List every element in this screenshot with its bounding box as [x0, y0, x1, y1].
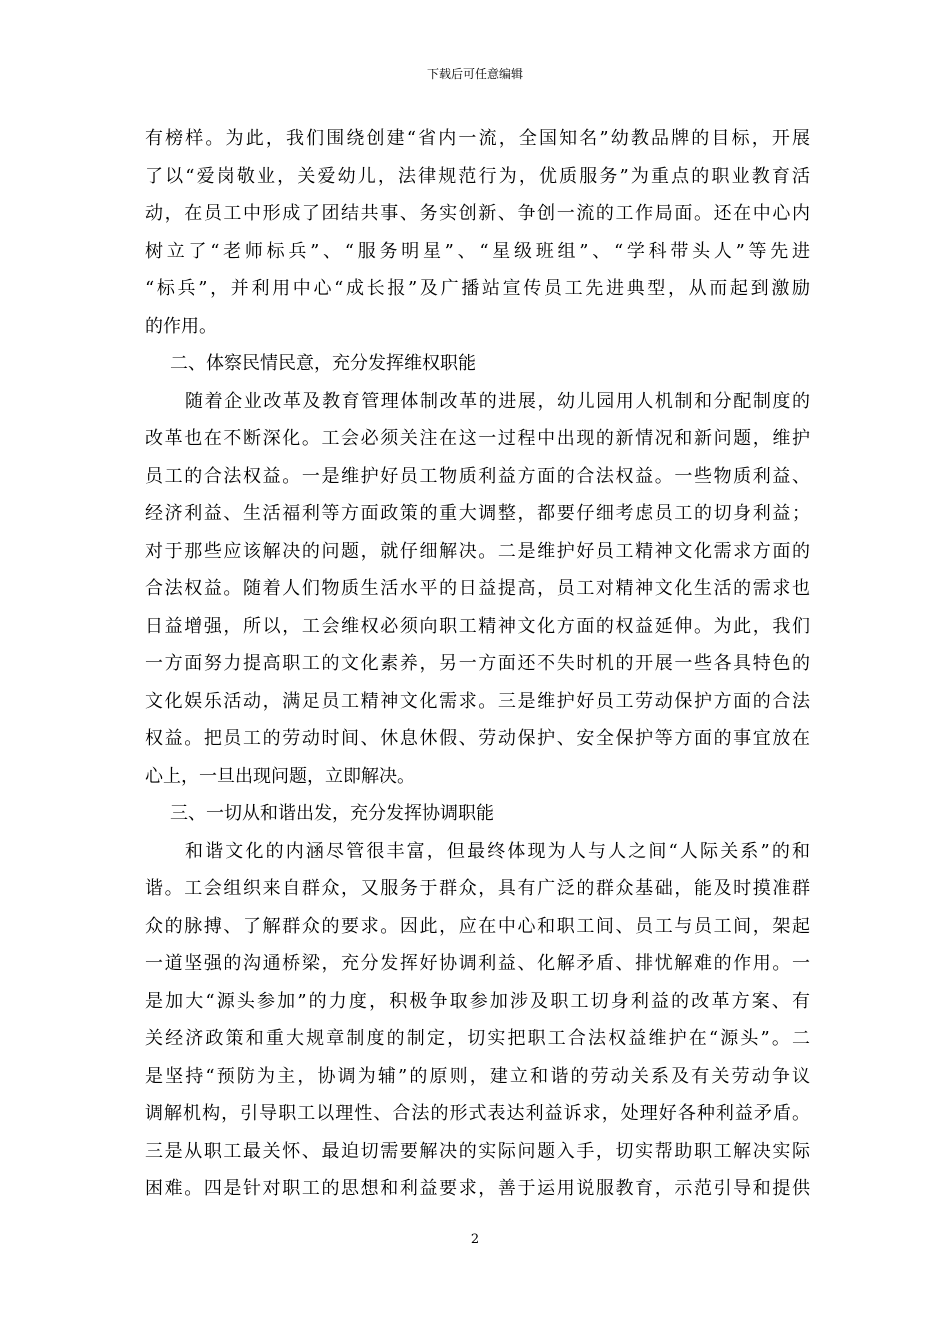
paragraph-line: 谐。工会组织来自群众，又服务于群众，具有广泛的群众基础，能及时摸准群: [145, 878, 810, 899]
paragraph-line: 众的脉搏、了解群众的要求。因此，应在中心和职工间、员工与员工间，架起: [145, 915, 810, 937]
paragraph-line: 了以“爱岗敬业，关爱幼儿，法律规范行为，优质服务”为重点的职业教育活: [145, 165, 810, 187]
section-heading: 二、体察民情民意，充分发挥维权职能: [170, 353, 476, 374]
paragraph-line: 经济利益、生活福利等方面政策的重大调整，都要仔细考虑员工的切身利益；: [145, 503, 810, 524]
paragraph-line: 是坚持“预防为主，协调为辅”的原则，建立和谐的劳动关系及有关劳动争议: [145, 1065, 810, 1087]
page-number: 2: [470, 1232, 480, 1247]
section-heading: 三、一切从和谐出发，充分发挥协调职能: [170, 803, 494, 824]
paragraph-line: 调解机构，引导职工以理性、合法的形式表达利益诉求，处理好各种利益矛盾。: [145, 1103, 810, 1124]
document-body: [145, 120, 810, 1208]
paragraph-line: 是加大“源头参加”的力度，积极争取参加涉及职工切身利益的改革方案、有: [145, 990, 810, 1012]
paragraph-line: 一道坚强的沟通桥梁，充分发挥好协调利益、化解矛盾、排忧解难的作用。一: [145, 953, 810, 974]
page-header: 下载后可任意编辑: [426, 67, 523, 81]
paragraph-line: 对于那些应该解决的问题，就仔细解决。二是维护好员工精神文化需求方面的: [145, 540, 810, 562]
paragraph-line: 和谐文化的内涵尽管很丰富，但最终体现为人与人之间“人际关系”的和: [185, 840, 810, 862]
paragraph-line: 关经济政策和重大规章制度的制定，切实把职工合法权益维护在“源头”。二: [145, 1028, 810, 1049]
paragraph-line: 改革也在不断深化。工会必须关注在这一过程中出现的新情况和新问题，维护: [145, 428, 810, 449]
paragraph-line: “标兵”，并利用中心“成长报”及广播站宣传员工先进典型，从而起到激励: [145, 278, 810, 299]
paragraph-line: 树立了“老师标兵”、“服务明星”、“星级班组”、“学科带头人”等先进: [145, 240, 810, 262]
paragraph-line: 日益增强，所以，工会维权必须向职工精神文化方面的权益延伸。为此，我们: [145, 615, 810, 637]
paragraph-line: 权益。把员工的劳动时间、休息休假、劳动保护、安全保护等方面的事宜放在: [145, 728, 810, 749]
paragraph-line: 动，在员工中形成了团结共事、务实创新、争创一流的工作局面。还在中心内: [145, 203, 810, 224]
paragraph-line: 有榜样。为此，我们围绕创建“省内一流，全国知名”幼教品牌的目标，开展: [145, 128, 810, 149]
paragraph-line: 心上，一旦出现问题，立即解决。: [145, 765, 415, 787]
paragraph-line: 文化娱乐活动，满足员工精神文化需求。三是维护好员工劳动保护方面的合法: [145, 690, 810, 712]
paragraph-line: 员工的合法权益。一是维护好员工物质利益方面的合法权益。一些物质利益、: [145, 465, 810, 487]
paragraph-line: 三是从职工最关怀、最迫切需要解决的实际问题入手，切实帮助职工解决实际: [145, 1140, 810, 1162]
paragraph-line: 的作用。: [145, 315, 217, 337]
paragraph-line: 一方面努力提高职工的文化素养，另一方面还不失时机的开展一些各具特色的: [145, 653, 810, 674]
paragraph-line: 随着企业改革及教育管理体制改革的进展，幼儿园用人机制和分配制度的: [185, 390, 810, 412]
paragraph-line: 困难。四是针对职工的思想和利益要求，善于运用说服教育，示范引导和提供: [145, 1178, 810, 1199]
paragraph-line: 合法权益。随着人们物质生活水平的日益提高，员工对精神文化生活的需求也: [145, 578, 810, 599]
